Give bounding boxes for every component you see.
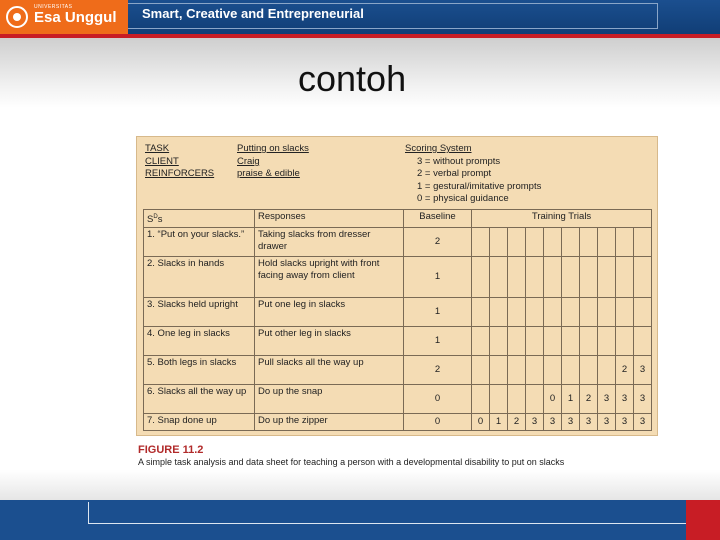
client-value: Craig — [237, 156, 260, 167]
baseline-cell: 2 — [404, 228, 472, 257]
trial-cell: 2 — [580, 385, 598, 414]
table-header-row — [144, 210, 652, 228]
trial-cell — [562, 228, 580, 257]
scoring-line: 2 = verbal prompt — [417, 168, 492, 179]
trial-cell — [508, 298, 526, 327]
data-sheet-table — [143, 209, 652, 431]
trial-cell — [616, 228, 634, 257]
trial-cell — [508, 257, 526, 298]
trial-cell — [490, 356, 508, 385]
trial-cell: 3 — [616, 385, 634, 414]
header-responses: Responses — [255, 210, 404, 228]
trial-cell: 0 — [544, 385, 562, 414]
trial-cell: 3 — [598, 385, 616, 414]
figure-caption-title: FIGURE 11.2 — [138, 444, 204, 456]
trial-cell — [580, 327, 598, 356]
sd-cell: 3. Slacks held upright — [144, 298, 255, 327]
trial-cell — [562, 327, 580, 356]
trial-cell — [508, 385, 526, 414]
table-row — [144, 414, 652, 431]
trial-cell — [616, 257, 634, 298]
trial-cell: 1 — [490, 414, 508, 431]
logo-small-text: UNIVERSITAS — [34, 4, 73, 10]
trial-cell — [544, 228, 562, 257]
baseline-cell: 0 — [404, 414, 472, 431]
trial-cell — [580, 298, 598, 327]
sd-cell: 5. Both legs in slacks — [144, 356, 255, 385]
response-cell: Do up the zipper — [255, 414, 404, 431]
table-body — [144, 228, 652, 431]
trial-cell — [598, 327, 616, 356]
trial-cell — [544, 356, 562, 385]
table-row — [144, 356, 652, 385]
trial-cell — [490, 228, 508, 257]
table-row — [144, 228, 652, 257]
trial-cell — [490, 385, 508, 414]
baseline-cell: 1 — [404, 327, 472, 356]
baseline-cell: 1 — [404, 298, 472, 327]
trial-cell — [562, 257, 580, 298]
trial-cell — [544, 327, 562, 356]
trial-cell: 2 — [508, 414, 526, 431]
response-cell: Put one leg in slacks — [255, 298, 404, 327]
slide-title: contoh — [298, 58, 407, 99]
response-cell: Do up the snap — [255, 385, 404, 414]
sd-cell: 4. One leg in slacks — [144, 327, 255, 356]
trial-cell — [526, 385, 544, 414]
response-cell: Taking slacks from dresser drawer — [255, 228, 404, 257]
trial-cell — [544, 257, 562, 298]
response-cell: Hold slacks upright with front facing away from client — [255, 257, 404, 298]
sd-cell: 6. Slacks all the way up — [144, 385, 255, 414]
baseline-cell: 2 — [404, 356, 472, 385]
client-label: CLIENT — [145, 156, 179, 167]
trial-cell — [490, 257, 508, 298]
response-cell: Put other leg in slacks — [255, 327, 404, 356]
table-row — [144, 385, 652, 414]
sd-cell: 7. Snap done up — [144, 414, 255, 431]
trial-cell: 3 — [526, 414, 544, 431]
trial-cell — [616, 298, 634, 327]
trial-cell — [526, 298, 544, 327]
sd-cell: 2. Slacks in hands — [144, 257, 255, 298]
footer-frame — [88, 502, 688, 524]
trial-cell: 3 — [634, 356, 652, 385]
footer-accent — [686, 500, 720, 540]
trial-cell — [472, 327, 490, 356]
scoring-line: 1 = gestural/imitative prompts — [417, 180, 542, 192]
trial-cell — [490, 327, 508, 356]
trial-cell: 3 — [562, 414, 580, 431]
trial-cell — [544, 298, 562, 327]
trial-cell — [526, 257, 544, 298]
trial-cell — [472, 298, 490, 327]
trial-cell — [472, 356, 490, 385]
sd-cell: 1. “Put on your slacks.” — [144, 228, 255, 257]
header-baseline: Baseline — [404, 210, 472, 228]
trial-cell — [598, 228, 616, 257]
logo-text: Esa Unggul — [34, 9, 117, 26]
scoring-title: Scoring System — [405, 143, 472, 154]
trial-cell: 3 — [634, 385, 652, 414]
trial-cell — [598, 257, 616, 298]
university-emblem-icon — [6, 6, 28, 28]
response-cell: Pull slacks all the way up — [255, 356, 404, 385]
trial-cell — [472, 257, 490, 298]
header-sds: $S^Ds$ — [144, 210, 255, 228]
figure-caption-text: A simple task analysis and data sheet for teaching a person with a developmental disability to put on slacks — [138, 457, 565, 467]
baseline-cell: 1 — [404, 257, 472, 298]
trial-cell — [490, 298, 508, 327]
trial-cell — [508, 356, 526, 385]
figure-task-analysis — [136, 136, 658, 436]
trial-cell — [598, 298, 616, 327]
table-row — [144, 257, 652, 298]
task-value: Putting on slacks — [237, 143, 309, 154]
trial-cell — [526, 228, 544, 257]
tagline: Smart, Creative and Entrepreneurial — [142, 6, 364, 21]
trial-cell — [580, 356, 598, 385]
trial-cell — [580, 257, 598, 298]
scoring-line: 3 = without prompts — [417, 155, 501, 167]
reinforcers-label: REINFORCERS — [145, 168, 215, 179]
trial-cell — [562, 298, 580, 327]
trial-cell: 3 — [544, 414, 562, 431]
trial-cell: 1 — [562, 385, 580, 414]
trial-cell — [598, 356, 616, 385]
trial-cell: 3 — [616, 414, 634, 431]
trial-cell — [472, 385, 490, 414]
trial-cell: 3 — [580, 414, 598, 431]
header-training-trials: Training Trials — [472, 210, 652, 228]
header-bar — [0, 0, 720, 38]
table-row — [144, 298, 652, 327]
trial-cell — [508, 228, 526, 257]
trial-cell: 3 — [634, 414, 652, 431]
scoring-system — [405, 143, 541, 206]
baseline-cell: 0 — [404, 385, 472, 414]
task-label: TASK — [145, 143, 170, 154]
trial-cell — [634, 228, 652, 257]
trial-cell: 3 — [598, 414, 616, 431]
trial-cell — [634, 298, 652, 327]
reinforcers-value: praise & edible — [237, 168, 300, 179]
trial-cell — [562, 356, 580, 385]
trial-cell — [616, 327, 634, 356]
trial-cell — [472, 228, 490, 257]
scoring-line: 0 = physical guidance — [417, 193, 509, 204]
logo — [0, 0, 128, 38]
trial-cell — [580, 228, 598, 257]
trial-cell — [634, 257, 652, 298]
table-row — [144, 327, 652, 356]
trial-cell — [526, 356, 544, 385]
trial-cell — [526, 327, 544, 356]
trial-cell — [508, 327, 526, 356]
trial-cell: 2 — [616, 356, 634, 385]
trial-cell — [634, 327, 652, 356]
footer-band — [0, 470, 720, 500]
trial-cell: 0 — [472, 414, 490, 431]
